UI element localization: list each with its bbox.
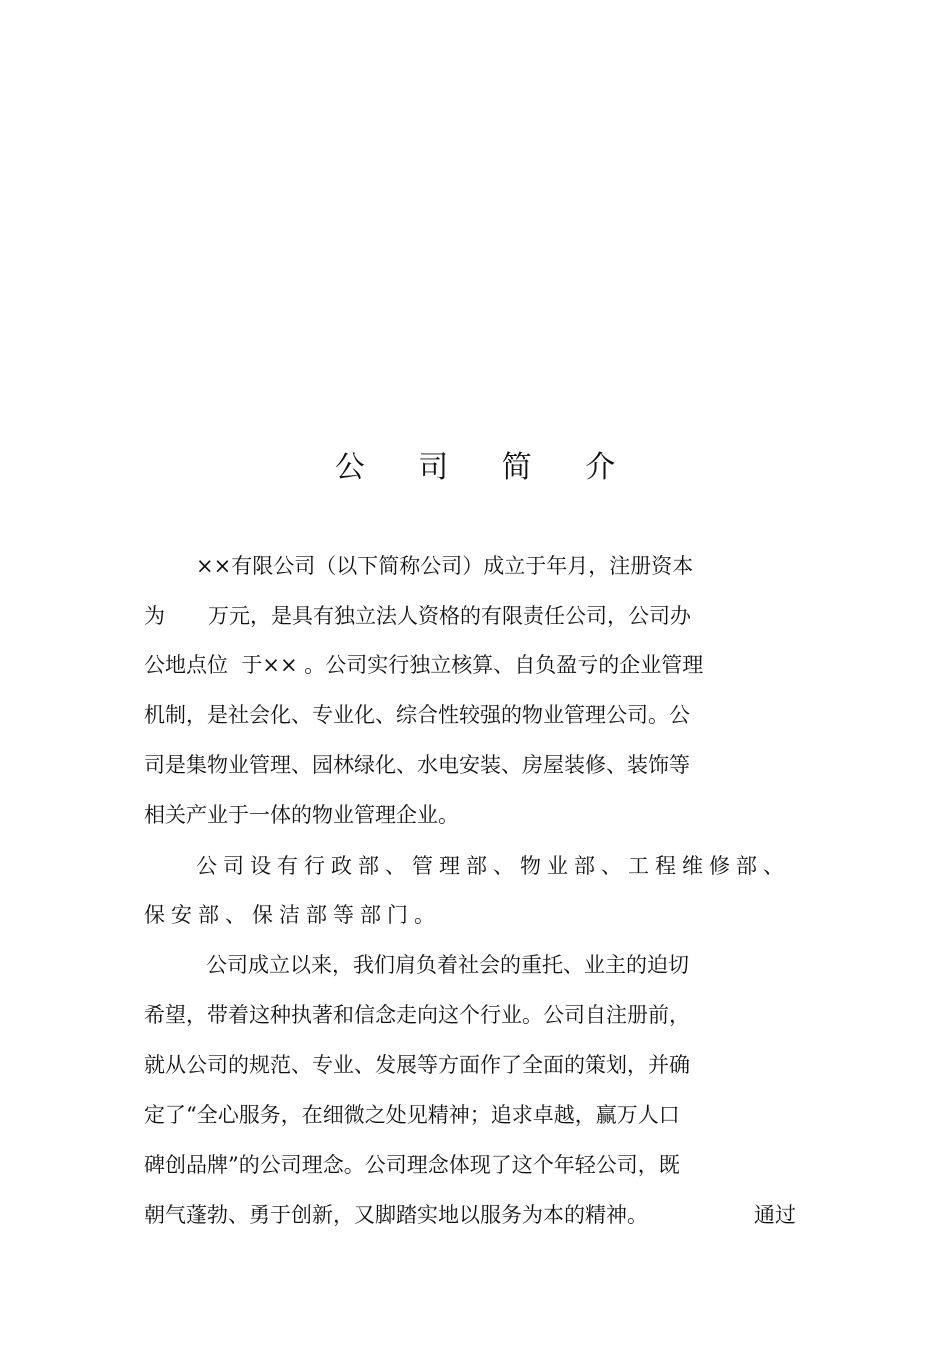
paragraph-1-line-6: 相关产业于一体的物业管理企业。 <box>144 803 459 827</box>
paragraph-3-line-5: 碑创品牌”的公司理念。公司理念体现了这个年轻公司，既 <box>144 1153 680 1177</box>
paragraph-1-line-1: ××有限公司（以下简称公司）成立于年月，注册资本 <box>196 554 694 578</box>
paragraph-3-line-6: 朝气蓬勃、勇于创新，又脚踏实地以服务为本的精神。 <box>144 1203 648 1227</box>
paragraph-1-line-2a: 为 <box>144 604 165 628</box>
paragraph-3-line-6-tail: 通过 <box>754 1203 796 1227</box>
paragraph-3-line-1: 公司成立以来，我们肩负着社会的重托、业主的迫切 <box>206 953 689 977</box>
paragraph-1-line-4: 机制，是社会化、专业化、综合性较强的物业管理公司。公 <box>144 703 690 727</box>
page-title: 公 司 简 介 <box>334 450 638 485</box>
paragraph-3-line-4: 定了“全心服务，在细微之处见精神；追求卓越，赢万人口 <box>144 1103 680 1127</box>
paragraph-2-line-2: 保安部、保洁部等部门。 <box>144 903 441 927</box>
paragraph-2-line-1: 公司设有行政部、管理部、物业部、工程维修部、 <box>196 854 790 878</box>
paragraph-1-line-2b: 万元，是具有独立法人资格的有限责任公司，公司办 <box>208 604 691 628</box>
paragraph-3-line-3: 就从公司的规范、专业、发展等方面作了全面的策划，并确 <box>144 1053 690 1077</box>
paragraph-1-line-5: 司是集物业管理、园林绿化、水电安装、房屋装修、装饰等 <box>144 753 690 777</box>
paragraph-1-line-3: 公地点位 于×× 。公司实行独立核算、自负盈亏的企业管理 <box>144 653 704 677</box>
paragraph-3-line-2: 希望，带着这种执著和信念走向这个行业。公司自注册前， <box>144 1003 690 1027</box>
